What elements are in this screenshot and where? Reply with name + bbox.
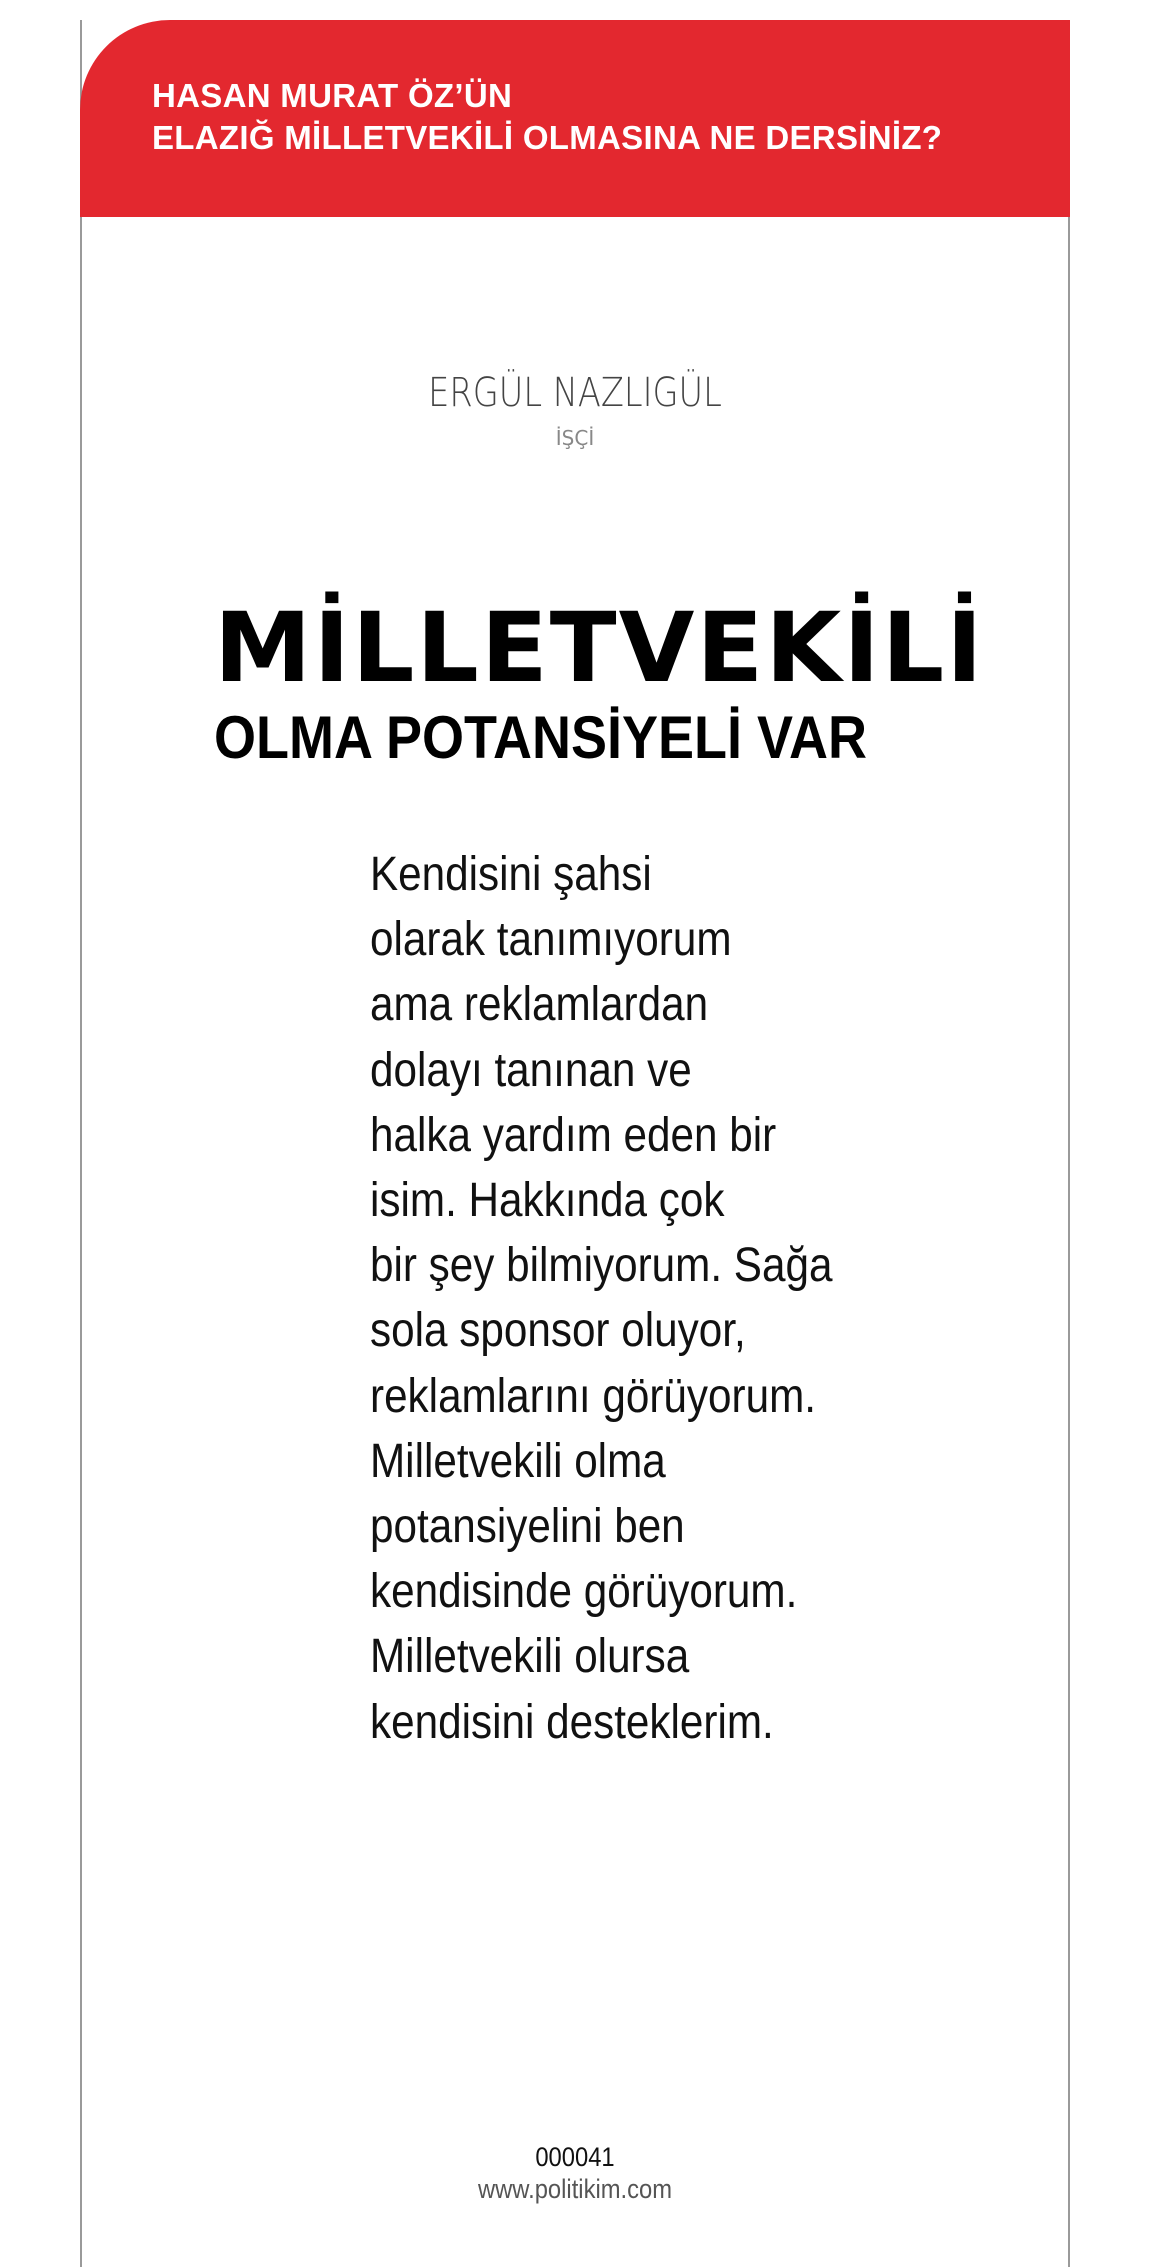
- quote-line: sola sponsor oluyor,: [370, 1304, 746, 1358]
- quote-line: dolayı tanınan ve: [370, 1043, 692, 1097]
- quote-body: [370, 842, 890, 1755]
- question-banner: [80, 20, 1070, 217]
- quote-line: bir şey bilmiyorum. Sağa: [370, 1239, 833, 1293]
- quote-line: reklamlarını görüyorum.: [370, 1369, 817, 1423]
- quote-line: potansiyelini ben: [370, 1500, 685, 1554]
- footer-code: 000041: [535, 2142, 615, 2172]
- quote-line: kendisini desteklerim.: [370, 1695, 774, 1749]
- footer-url-link[interactable]: www.politikim.com: [477, 2174, 673, 2204]
- quote-line: Milletvekili olma: [370, 1434, 666, 1488]
- quote-line: halka yardım eden bir: [370, 1108, 777, 1162]
- banner-line-1: HASAN MURAT ÖZ’ÜN: [152, 77, 513, 114]
- person-role: İŞÇİ: [555, 426, 595, 450]
- headline-sub: OLMA POTANSİYELİ VAR: [214, 704, 868, 771]
- quote-line: Milletvekili olursa: [370, 1630, 690, 1684]
- quote-line: kendisinde görüyorum.: [370, 1565, 798, 1619]
- quote-line: ama reklamlardan: [370, 978, 709, 1032]
- banner-line-2: ELAZIĞ MİLLETVEKİLİ OLMASINA NE DERSİNİZ?: [152, 119, 943, 156]
- quote-line: Kendisini şahsi: [370, 848, 652, 901]
- quote-line: olarak tanımıyorum: [370, 913, 732, 967]
- quote-line: isim. Hakkında çok: [370, 1174, 725, 1228]
- headline: [214, 592, 985, 772]
- headline-main: MİLLETVEKİLİ: [214, 592, 985, 704]
- person-name: ERGÜL NAZLIGÜL: [428, 370, 722, 416]
